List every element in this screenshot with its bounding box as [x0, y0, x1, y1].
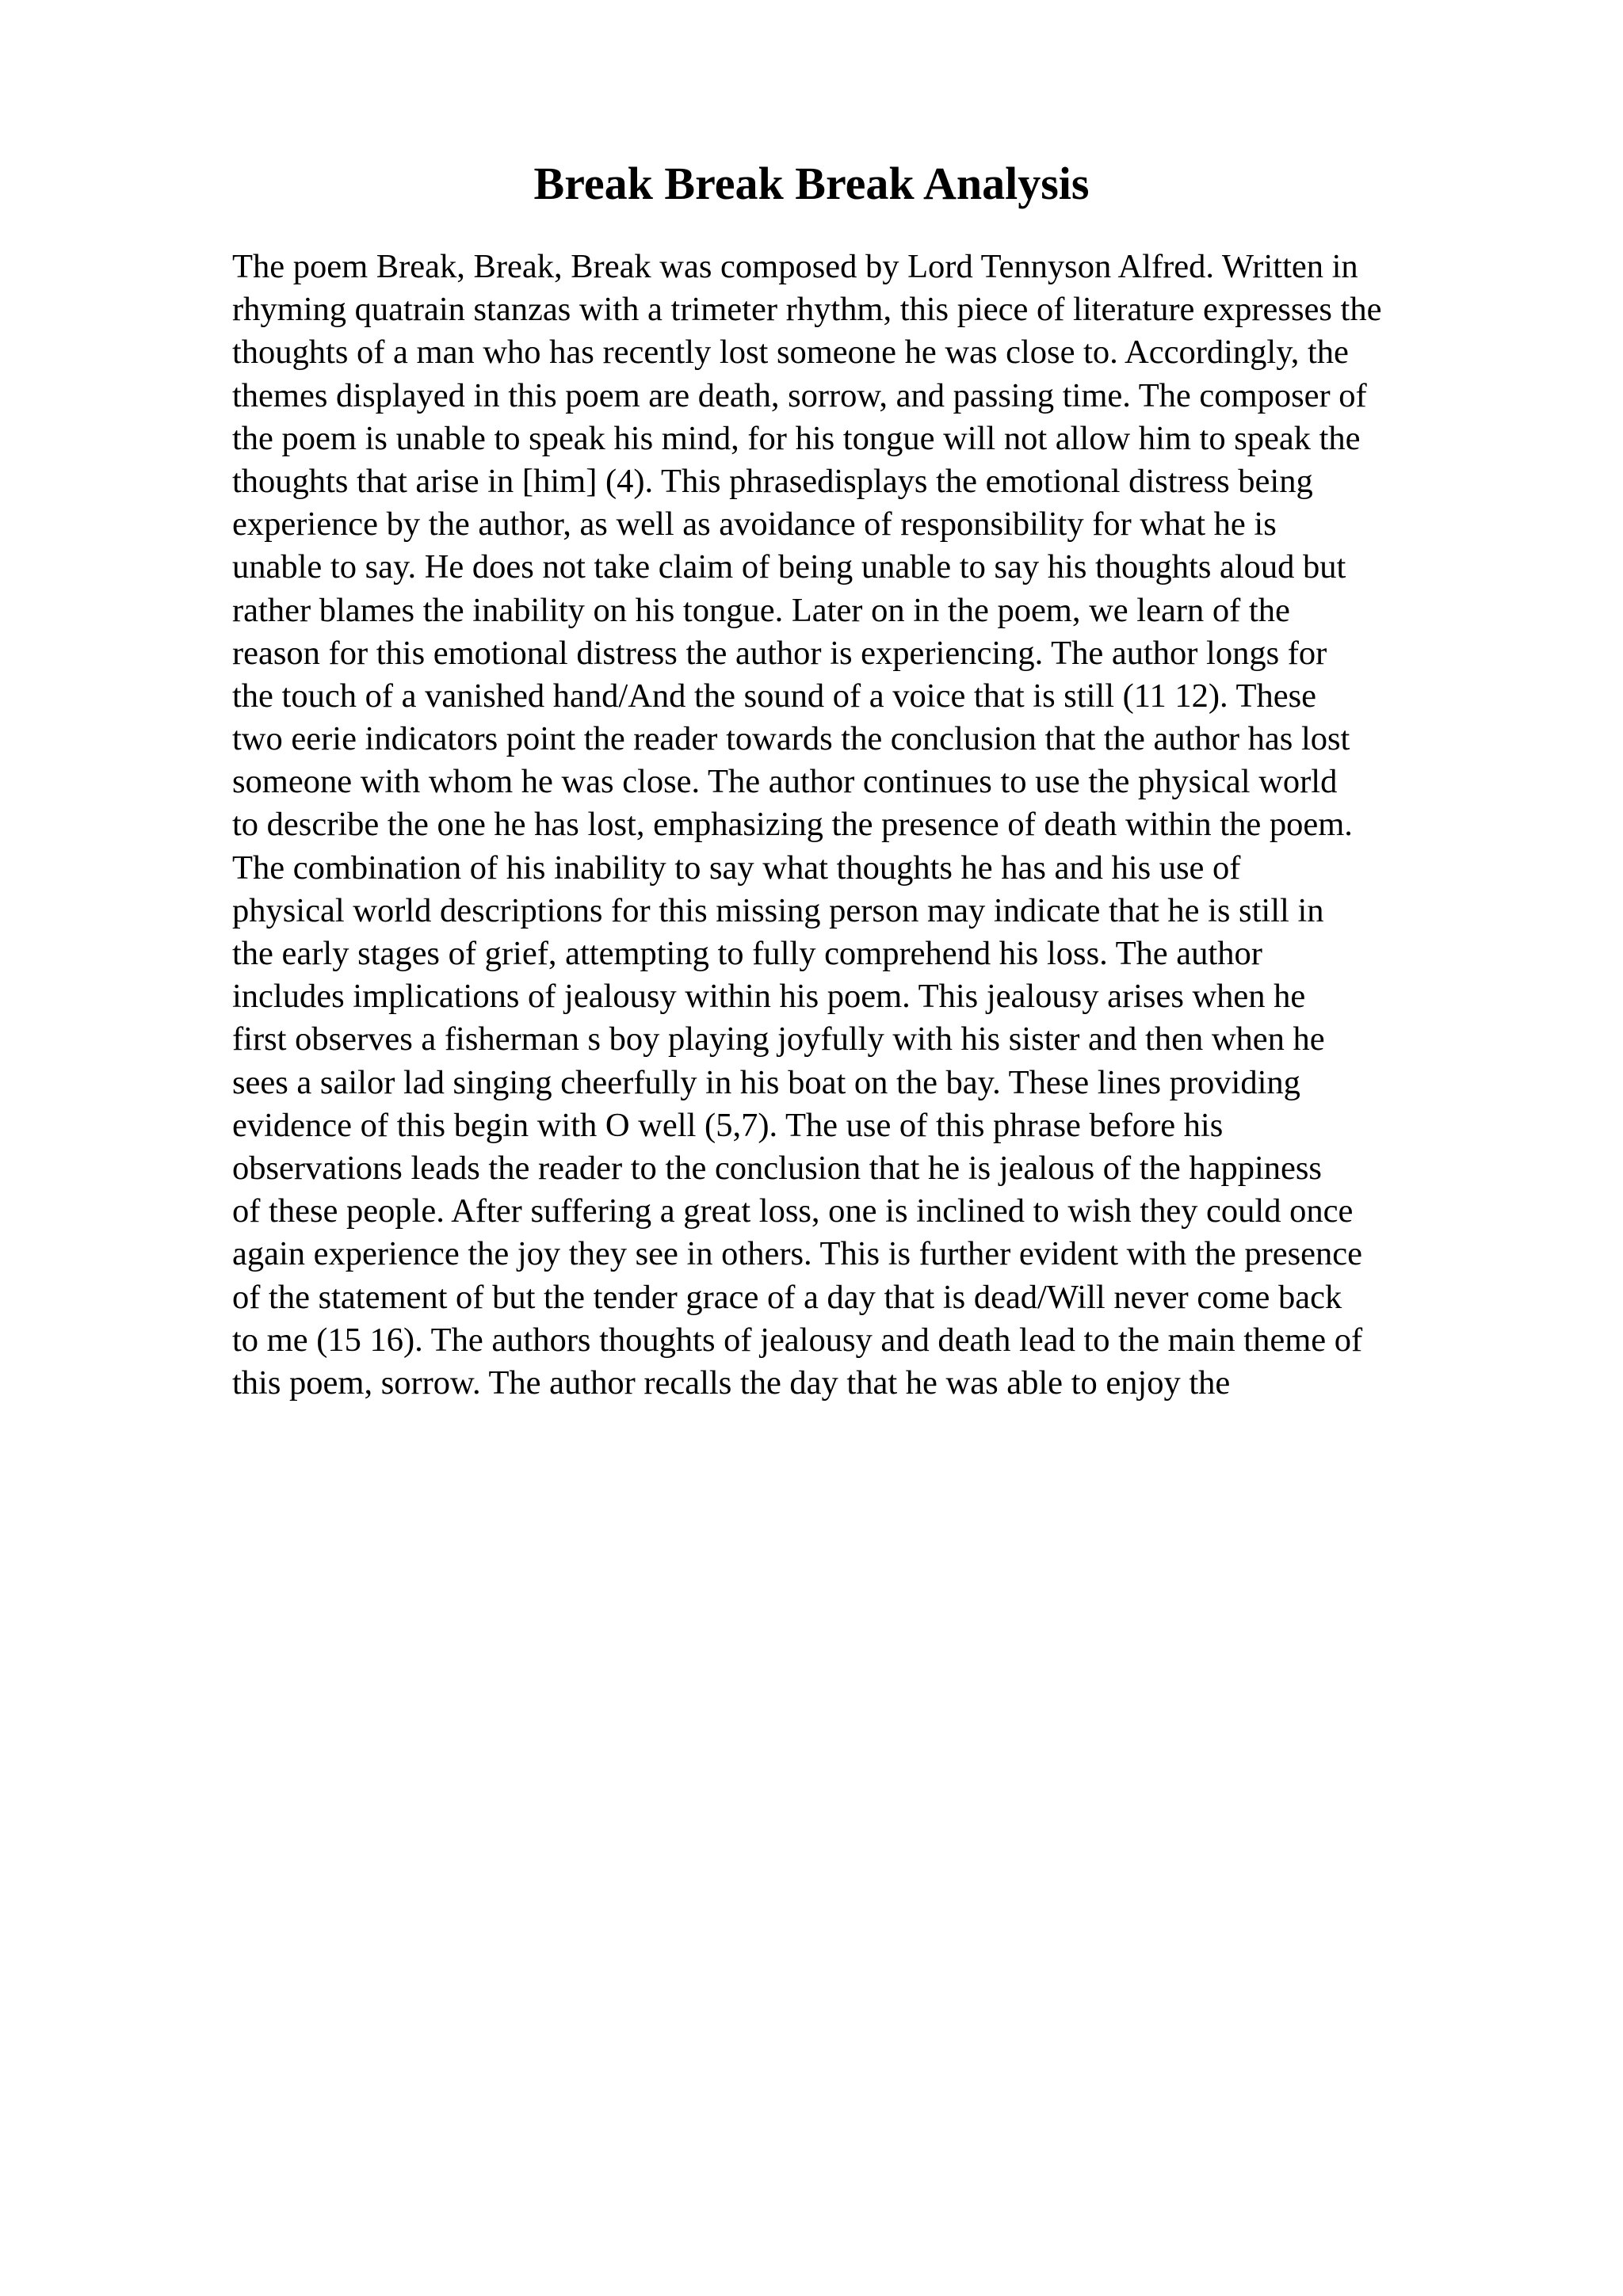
- body-line: to me (15 16). The authors thoughts of jealousy and death lead to the main theme of: [232, 1321, 1363, 1359]
- body-line: the poem is unable to speak his mind, for his tongue will not allow him to speak the: [232, 419, 1361, 457]
- body-line: observations leads the reader to the conclusion that he is jealous of the happiness: [232, 1149, 1322, 1187]
- body-line: two eerie indicators point the reader towards the conclusion that the author has lost: [232, 720, 1350, 758]
- body-line: sees a sailor lad singing cheerfully in his boat on the bay. These lines providing: [232, 1063, 1300, 1101]
- body-line: the early stages of grief, attempting to fully comprehend his loss. The author: [232, 935, 1262, 972]
- body-line: again experience the joy they see in others. This is further evident with the presence: [232, 1235, 1363, 1273]
- body-line: includes implications of jealousy within his poem. This jealousy arises when he: [232, 978, 1306, 1016]
- body-line: this poem, sorrow. The author recalls the day that he was able to enjoy the: [232, 1363, 1231, 1402]
- body-line: rhyming quatrain stanzas with a trimeter rhythm, this piece of literature expresses the: [232, 291, 1382, 329]
- body-line: experience by the author, as well as avoidance of responsibility for what he is: [232, 505, 1277, 543]
- document-title: Break Break Break Analysis: [533, 158, 1090, 209]
- body-line: reason for this emotional distress the author is experiencing. The author longs for: [232, 634, 1327, 672]
- body-line: of the statement of but the tender grace of a day that is dead/Will never come back: [232, 1278, 1342, 1316]
- body-line: physical world descriptions for this missing person may indicate that he is still in: [232, 891, 1324, 929]
- body-line: rather blames the inability on his tongue. Later on in the poem, we learn of the: [232, 591, 1290, 629]
- body-line: thoughts that arise in [him] (4). This phrasedisplays the emotional distress being: [232, 462, 1313, 500]
- body-line: to describe the one he has lost, emphasizing the presence of death within the poem.: [232, 806, 1353, 844]
- body-line: The poem Break, Break, Break was composed by Lord Tennyson Alfred. Written in: [232, 248, 1358, 285]
- body-line: evidence of this begin with O well (5,7). The use of this phrase before his: [232, 1106, 1224, 1144]
- body-line: themes displayed in this poem are death, sorrow, and passing time. The composer of: [232, 376, 1367, 414]
- body-line: someone with whom he was close. The author continues to use the physical world: [232, 763, 1338, 801]
- body-line: The combination of his inability to say what thoughts he has and his use of: [232, 849, 1241, 887]
- body-line: first observes a fisherman s boy playing joyfully with his sister and then when he: [232, 1020, 1325, 1058]
- body-line: thoughts of a man who has recently lost someone he was close to. Accordingly, the: [232, 334, 1349, 372]
- body-line: the touch of a vanished hand/And the sound of a voice that is still (11 12). These: [232, 677, 1316, 715]
- body-line: unable to say. He does not take claim of being unable to say his thoughts aloud but: [232, 548, 1346, 586]
- body-line: of these people. After suffering a great loss, one is inclined to wish they could once: [232, 1192, 1354, 1230]
- document-body: [232, 246, 1500, 1405]
